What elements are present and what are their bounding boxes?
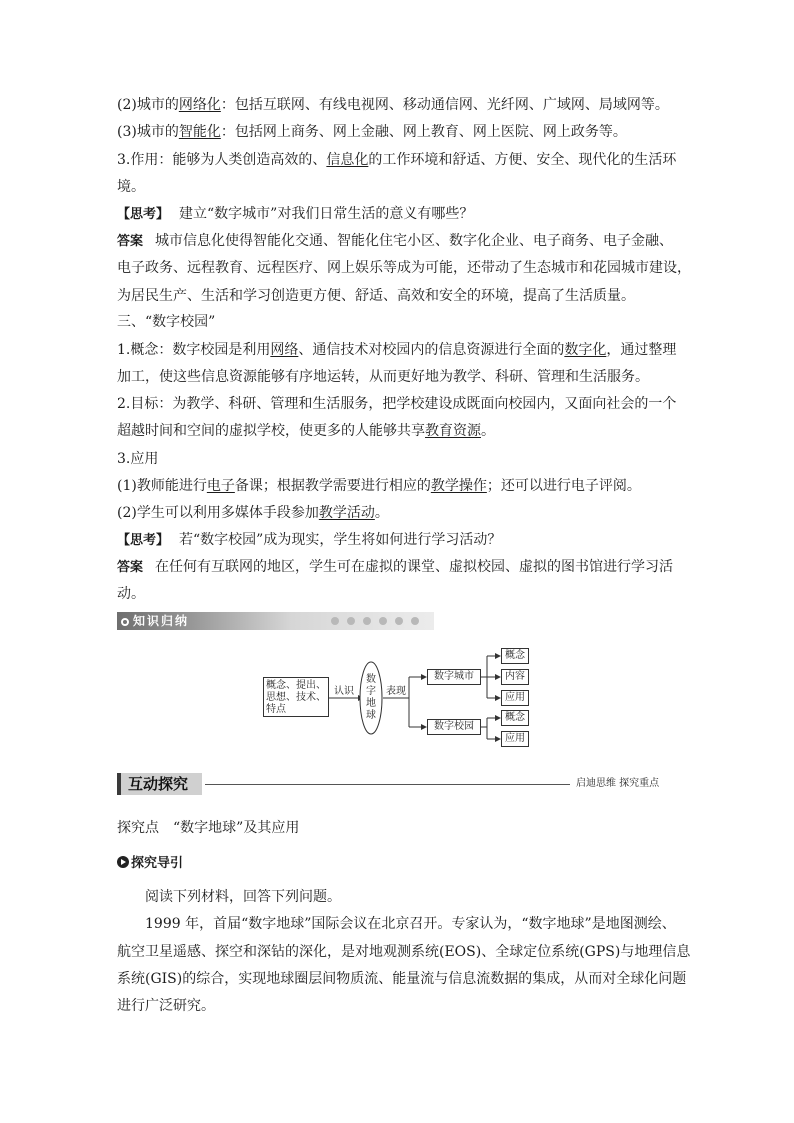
paragraph-line: 航空卫星遥感、探空和深钻的深化，是对地观测系统(EOS)、全球定位系统(GPS)与地理信息 xyxy=(117,944,691,960)
text-span: 、通信技术对校园内的信息资源进行全面的 xyxy=(298,342,565,358)
diagram-text: 思想、技术、 xyxy=(266,692,326,703)
underlined-term: 网络化 xyxy=(178,97,221,113)
text-line: 境。 xyxy=(117,179,145,195)
diagram-text: 地 xyxy=(366,698,376,709)
section-subtitle: 启迪思维 探究重点 xyxy=(576,778,660,789)
diagram-arrow-label: 认识 xyxy=(334,686,354,697)
text-span: (2)城市的 xyxy=(117,97,179,113)
play-icon xyxy=(117,856,129,868)
diagram-text: 概念、提出、 xyxy=(266,680,326,691)
text-span: (1)教师能进行 xyxy=(117,478,207,494)
text-span: 的工作环境和舒适、方便、安全、现代化的生活环 xyxy=(368,152,677,168)
text-span: 1.概念：数字校园是利用 xyxy=(117,342,271,358)
answer-tag: 答案 xyxy=(117,234,144,249)
answer-text: 在任何有互联网的地区，学生可在虚拟的课堂、虚拟校园、虚拟的图书馆进行学习活 xyxy=(155,559,674,575)
underlined-term: 智能化 xyxy=(178,124,221,140)
underlined-term: 信息化 xyxy=(326,152,369,168)
diagram-leaf-node: 概念 xyxy=(501,648,529,664)
diagram-concept-box xyxy=(263,677,329,717)
diagram-leaf-node: 内容 xyxy=(501,669,529,685)
text-span: 超越时间和空间的虚拟学校，使更多的人能够共享 xyxy=(117,423,425,439)
explore-guide-label: 探究导引 xyxy=(131,856,184,871)
paragraph-line: 1999 年，首届“数字地球”国际会议在北京召开。专家认为，“数字地球”是地图测绘、 xyxy=(145,916,676,932)
answer-tag: 答案 xyxy=(117,560,144,575)
paragraph-line: 进行广泛研究。 xyxy=(117,998,215,1014)
underlined-term: 电子 xyxy=(206,478,235,494)
text-span: (3)城市的 xyxy=(117,124,179,140)
diagram-leaf-node: 概念 xyxy=(501,710,529,726)
think-tag: 【思考】 xyxy=(117,533,170,548)
diagram-text: 字 xyxy=(366,686,376,697)
underlined-term: 教育资源 xyxy=(425,423,481,439)
text-span: 。 xyxy=(481,423,495,439)
text-line: 为居民生产、生活和学习创造更方便、舒适、高效和安全的环境，提高了生活质量。 xyxy=(117,288,635,304)
text-span: (2)学生可以利用多媒体手段参加 xyxy=(117,505,319,521)
answer-text: 城市信息化使得智能化交通、智能化住宅小区、数字化企业、电子商务、电子金融、 xyxy=(155,233,674,249)
think-tag: 【思考】 xyxy=(117,207,170,222)
diagram-leaf-node: 应用 xyxy=(501,731,529,747)
think-question: 若“数字校园”成为现实，学生将如何进行学习活动？ xyxy=(179,532,502,548)
think-question: 建立“数字城市”对我们日常生活的意义有哪些？ xyxy=(179,206,474,222)
diagram-leaf-node: 应用 xyxy=(501,690,529,706)
explore-point-heading: 探究点 “数字地球”及其应用 xyxy=(117,820,300,836)
text-line: 2.目标：为教学、科研、管理和生活服务，把学校建设成既面向校园内，又面向社会的一个 xyxy=(117,396,677,412)
section-title: 互动探究 xyxy=(128,775,189,793)
underlined-term: 网络 xyxy=(270,342,299,358)
section-divider xyxy=(205,784,570,785)
underlined-term: 教学操作 xyxy=(430,478,487,494)
text-span: ，通过整理 xyxy=(606,342,677,358)
text-span: ：包括互联网、有线电视网、移动通信网、光纤网、广域网、局域网等。 xyxy=(220,97,669,113)
underlined-term: 教学活动 xyxy=(318,505,375,521)
text-span: 3.作用：能够为人类创造高效的、 xyxy=(117,152,327,168)
underlined-term: 数字化 xyxy=(564,342,607,358)
text-span: 备课；根据教学需要进行相应的 xyxy=(234,478,431,494)
text-line: 电子政务、远程教育、远程医疗、网上娱乐等成为可能，还带动了生态城市和花园城市建设， xyxy=(117,260,691,276)
text-span: 。 xyxy=(374,505,389,521)
explore-guide-heading xyxy=(117,855,183,873)
text-span: ；还可以进行电子评阅。 xyxy=(486,478,641,494)
digital-campus-node: 数字校园 xyxy=(427,719,481,735)
digital-city-node: 数字城市 xyxy=(427,669,481,685)
text-line: 加工，使这些信息资源能够有序地运转，从而更好地为教学、科研、管理和生活服务。 xyxy=(117,369,649,385)
paragraph-line: 系统(GIS)的综合，实现地球圈层间物质流、能量流与信息流数据的集成，从而对全球化问题 xyxy=(117,971,687,987)
digital-earth-node xyxy=(366,674,378,722)
section-heading: 三、“数字校园” xyxy=(117,314,216,330)
text-line: 3.应用 xyxy=(117,451,159,467)
diagram-arrow-label: 表现 xyxy=(386,686,406,697)
diagram-text: 球 xyxy=(366,710,376,721)
diagram-text: 特点 xyxy=(266,704,286,715)
text-line: 动。 xyxy=(117,586,145,602)
diagram-text: 数 xyxy=(366,674,376,685)
section-header-accent xyxy=(117,773,121,795)
banner-label-text: 知识归纳 xyxy=(133,614,190,628)
paragraph-line: 阅读下列材料，回答下列问题。 xyxy=(145,889,341,905)
text-span: ：包括网上商务、网上金融、网上教育、网上医院、网上政务等。 xyxy=(220,124,627,140)
